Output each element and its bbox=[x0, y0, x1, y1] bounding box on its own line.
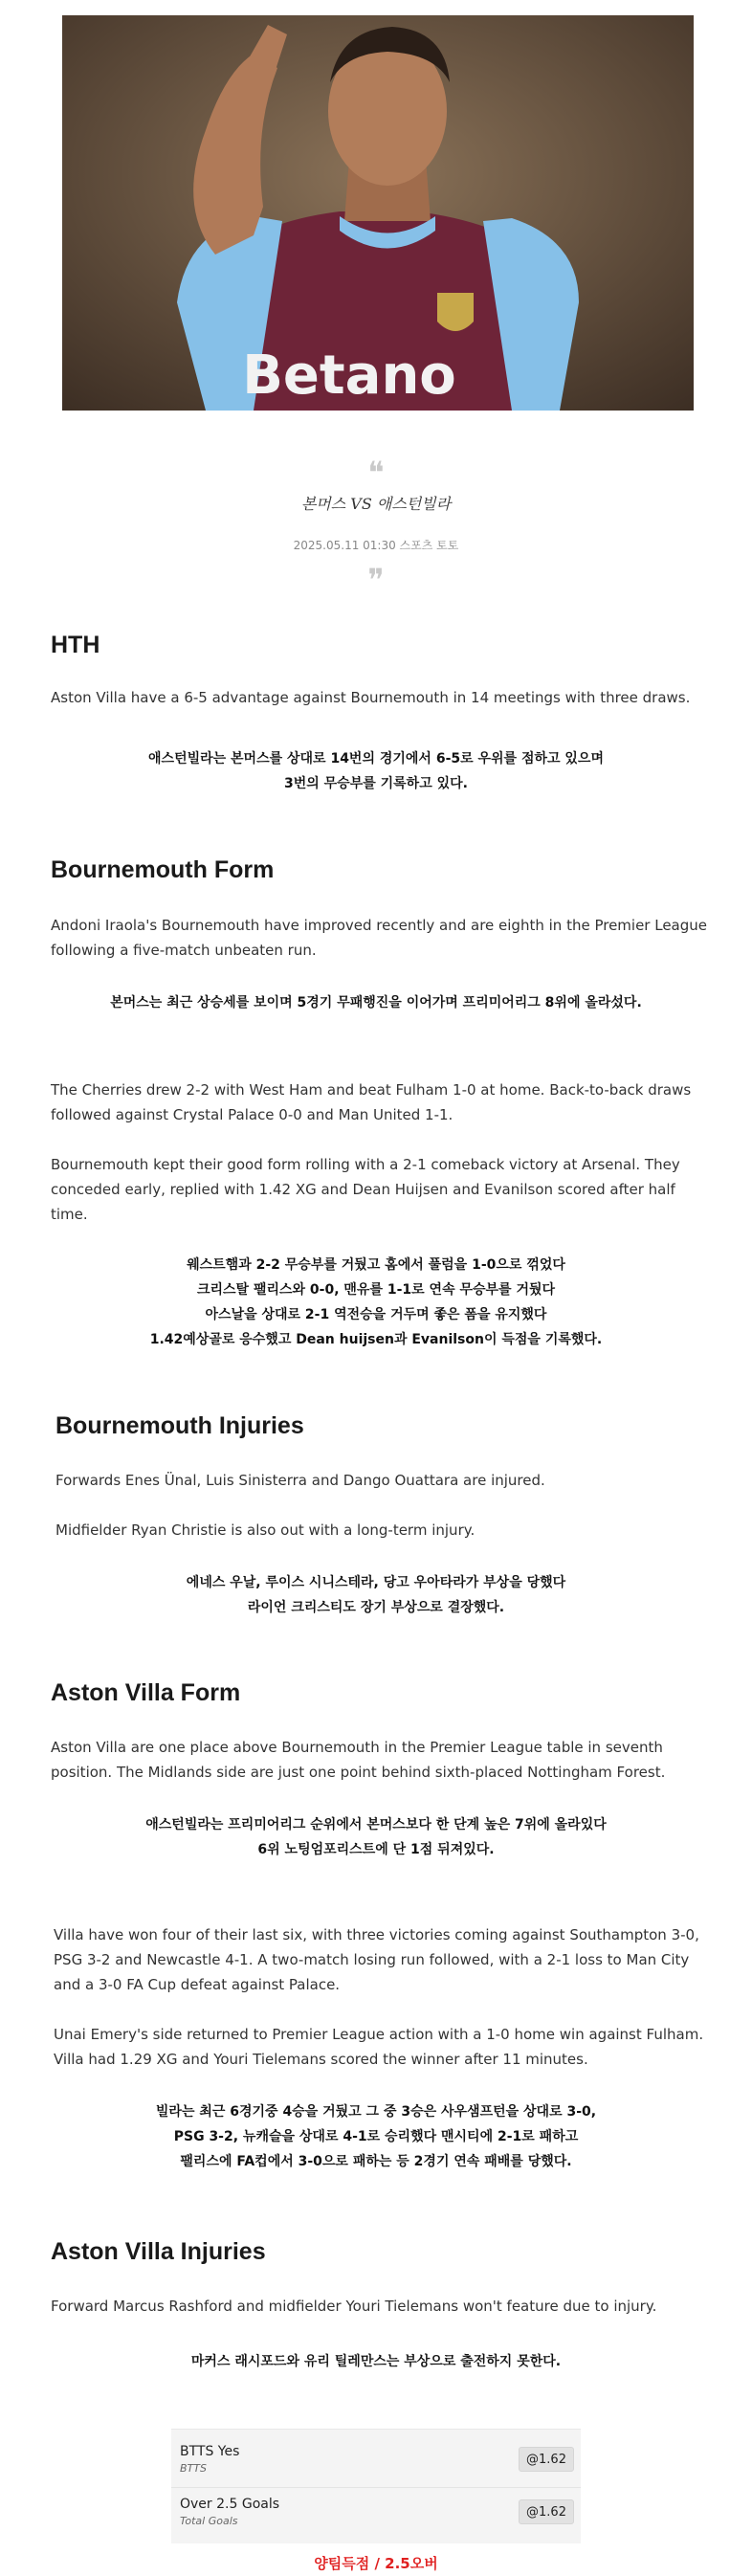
section-heading-aston-villa-injuries: Aston Villa Injuries bbox=[51, 2238, 266, 2265]
bournemouth-form-paragraph-3: Bournemouth kept their good form rolling with a 2-1 comeback victory at Arsenal. They conceded early, replied with 1.42 XG and Dean Huijsen and Evanilson scored after half time. bbox=[51, 1156, 680, 1223]
bournemouth-form-korean-2: 웨스트햄과 2-2 무승부를 거뒀고 홈에서 풀럼을 1-0으로 꺾었다 bbox=[187, 1257, 565, 1273]
shirt-sponsor-text: Betano bbox=[242, 344, 456, 407]
aston-villa-form-korean-1: 애스턴빌라는 프리미어리그 순위에서 본머스보다 한 단계 높은 7위에 올라있다 bbox=[145, 1817, 607, 1832]
odds-market-name: BTTS Yes bbox=[180, 2444, 240, 2459]
odds-row bbox=[171, 2487, 581, 2539]
aston-villa-form-paragraph-1: Aston Villa are one place above Bournemouth in the Premier League table in seventh position. The Midlands side are just one point behind sixth-placed Nottingham Forest. bbox=[51, 1739, 666, 1781]
aston-villa-form-paragraph-3: Unai Emery's side returned to Premier League action with a 1-0 home win against Fulham. Villa had 1.29 XG and Youri Tielemans scored the winner after 11 minutes. bbox=[54, 2026, 704, 2068]
quote-open-icon: ❝ bbox=[367, 455, 385, 491]
section-heading-aston-villa-form: Aston Villa Form bbox=[51, 1679, 241, 1706]
section-heading-bournemouth-injuries: Bournemouth Injuries bbox=[55, 1412, 304, 1439]
section-heading-bournemouth-form: Bournemouth Form bbox=[51, 856, 275, 883]
bournemouth-injuries-korean-1: 에네스 우날, 루이스 시니스테라, 당고 우아타라가 부상을 당했다 bbox=[186, 1575, 566, 1590]
match-meta: 2025.05.11 01:30 스포츠 토토 bbox=[293, 539, 459, 552]
aston-villa-injuries-korean-1: 마커스 래시포드와 유리 틸레만스는 부상으로 출전하지 못한다. bbox=[190, 2354, 562, 2369]
bournemouth-form-paragraph-1: Andoni Iraola's Bournemouth have improved recently and are eighth in the Premier League following a five-match unbeaten run. bbox=[51, 917, 708, 959]
final-pick: 양팀득점 / 2.5오버 bbox=[314, 2555, 438, 2572]
odds-market-sub: Total Goals bbox=[180, 2515, 238, 2527]
odds-price-button[interactable]: @1.62 bbox=[519, 2499, 574, 2524]
odds-row bbox=[171, 2435, 581, 2487]
bournemouth-form-korean-1: 본머스는 최근 상승세를 보이며 5경기 무패행진을 이어가며 프리미어리그 8위에 올라섰다. bbox=[110, 995, 642, 1010]
odds-price-button[interactable]: @1.62 bbox=[519, 2447, 574, 2472]
bournemouth-form-korean-5: 1.42예상골로 응수했고 Dean huijsen과 Evanilson이 득점을 기록했다. bbox=[149, 1332, 603, 1347]
aston-villa-form-paragraph-2: Villa have won four of their last six, with three victories coming against Southampton 3-0, PSG 3-2 and Newcastle 4-1. A two-match losing run followed, with a 2-1 loss to Man City and a 3-0 FA Cup defeat against Palace. bbox=[54, 1926, 699, 1993]
hth-korean-line-1: 애스턴빌라는 본머스를 상대로 14번의 경기에서 6-5로 우위를 점하고 있으며 bbox=[148, 751, 604, 766]
aston-villa-form-korean-4: PSG 3-2, 뉴캐슬을 상대로 4-1로 승리했다 맨시티에 2-1로 패하고 bbox=[173, 2129, 579, 2144]
aston-villa-injuries-paragraph-1: Forward Marcus Rashford and midfielder Youri Tielemans won't feature due to injury. bbox=[51, 2298, 657, 2315]
football-player-photo-icon bbox=[62, 15, 694, 411]
odds-market-sub: BTTS bbox=[180, 2462, 207, 2475]
aston-villa-form-korean-3: 빌라는 최근 6경기중 4승을 거뒀고 그 중 3승은 사우샘프턴을 상대로 3-0, bbox=[155, 2104, 597, 2120]
bournemouth-form-korean-3: 크리스탈 팰리스와 0-0, 맨유를 1-1로 연속 무승부를 거뒀다 bbox=[196, 1282, 556, 1298]
bournemouth-injuries-korean-2: 라이언 크리스티도 장기 부상으로 결장했다. bbox=[247, 1600, 505, 1615]
hero-image bbox=[62, 15, 694, 411]
bournemouth-injuries-paragraph-2: Midfielder Ryan Christie is also out with a long-term injury. bbox=[55, 1521, 476, 1539]
quote-close-icon: ❞ bbox=[367, 562, 385, 598]
hth-paragraph: Aston Villa have a 6-5 advantage against Bournemouth in 14 meetings with three draws. bbox=[51, 689, 691, 706]
bournemouth-form-korean-4: 아스날을 상대로 2-1 역전승을 거두며 좋은 폼을 유지했다 bbox=[205, 1307, 547, 1322]
match-title: 본머스 VS 애스턴빌라 bbox=[300, 495, 452, 513]
odds-market-name: Over 2.5 Goals bbox=[180, 2497, 280, 2512]
hth-korean-line-2: 3번의 무승부를 기록하고 있다. bbox=[284, 776, 468, 791]
aston-villa-form-korean-5: 팰리스에 FA컵에서 3-0으로 패하는 등 2경기 연속 패배를 당했다. bbox=[180, 2154, 572, 2169]
bournemouth-injuries-paragraph-1: Forwards Enes Ünal, Luis Sinisterra and Dango Ouattara are injured. bbox=[55, 1472, 545, 1489]
odds-widget bbox=[171, 2429, 581, 2543]
aston-villa-form-korean-2: 6위 노팅엄포리스트에 단 1점 뒤져있다. bbox=[257, 1842, 495, 1857]
bournemouth-form-paragraph-2: The Cherries drew 2-2 with West Ham and beat Fulham 1-0 at home. Back-to-back draws followed against Crystal Palace 0-0 and Man United 1-1. bbox=[51, 1081, 692, 1123]
section-heading-hth: HTH bbox=[51, 632, 100, 658]
